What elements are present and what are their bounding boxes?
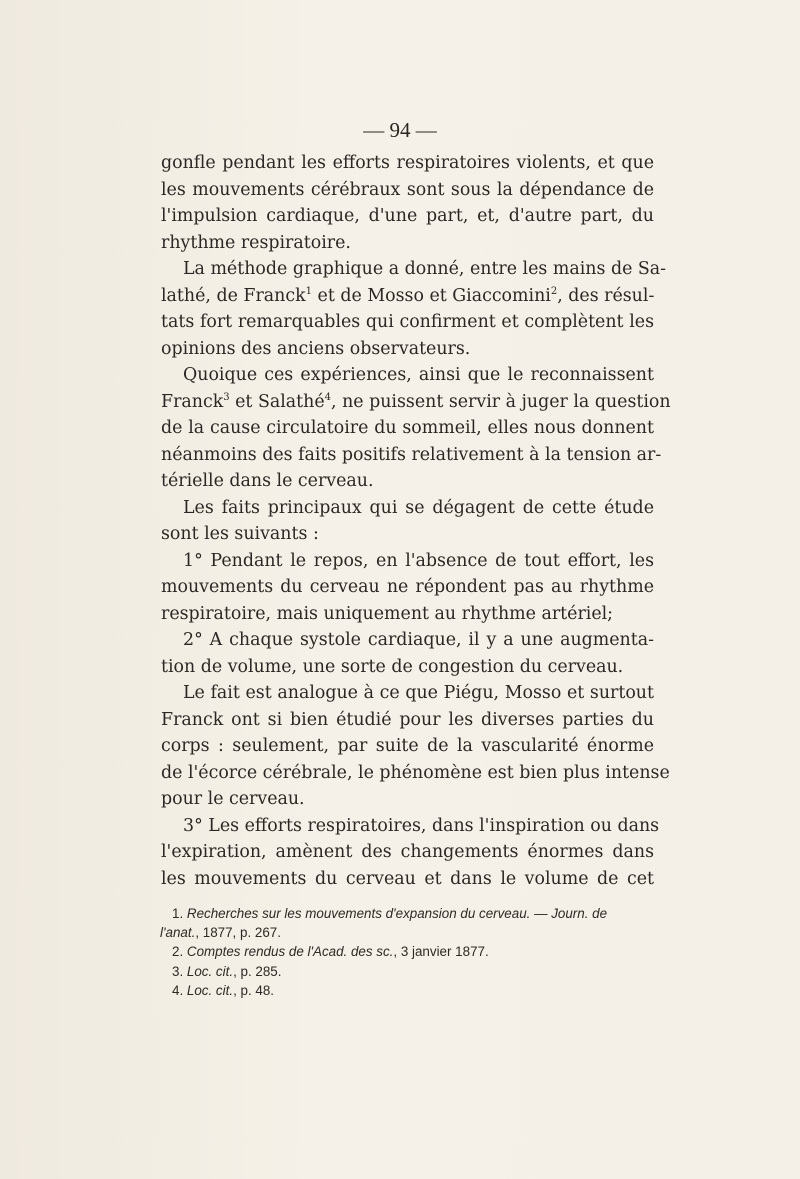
text-line: 2° A chaque systole cardiaque, il y a une augmenta-	[183, 630, 654, 650]
footnote-number: 2.	[172, 944, 184, 960]
footnote-number: 1.	[172, 906, 184, 921]
footnote-separator: —	[530, 906, 552, 921]
footnote-journal-cont: l'anat.	[160, 925, 196, 941]
text-line: opinions des anciens observateurs.	[161, 338, 471, 359]
text-line	[161, 283, 654, 310]
text-line: rhythme respiratoire.	[161, 232, 351, 253]
text-line: térielle dans le cerveau.	[161, 471, 374, 491]
footnote-continuation	[160, 923, 652, 942]
text-line: gonfle pendant les efforts respiratoires violents, et que	[161, 153, 654, 173]
footnotes	[160, 904, 652, 1000]
footnote-title: Loc. cit.	[186, 982, 234, 998]
text-line: de l'écorce cérébrale, le phénomène est bien plus intense	[161, 762, 670, 783]
text-line: tion de volume, une sorte de congestion du cerveau.	[161, 656, 624, 677]
text-line: Le fait est analogue à ce que Piégu, Mosso et surtout	[183, 683, 654, 703]
text-segment: lathé, de Franck	[161, 285, 306, 306]
text-line: 1° Pendant le repos, en l'absence de tout effort, les	[183, 550, 654, 571]
footnote-title: Recherches sur les mouvements d'expansion du cerveau.	[186, 906, 531, 921]
text-line	[161, 389, 671, 416]
footnote-title: Loc. cit.	[186, 963, 234, 979]
footnote-details: , p. 285.	[233, 963, 282, 979]
footnote-ref: 2	[550, 285, 558, 297]
text-line: corps : seulement, par suite de la vascularité énorme	[161, 736, 654, 756]
footnote-number: 3.	[172, 963, 184, 979]
text-line: Quoique ces expériences, ainsi que le reconnaissent	[183, 365, 654, 385]
text-line: tats fort remarquables qui confirment et complètent les	[161, 312, 654, 332]
text-line: de la cause circulatoire du sommeil, elles nous donnent	[161, 418, 654, 438]
footnote	[172, 962, 652, 981]
text-segment: Franck	[161, 391, 224, 412]
footnote-details: , p. 48.	[233, 982, 275, 998]
text-line: La méthode graphique a donné, entre les mains de Sa-	[183, 259, 667, 279]
text-segment: , ne puissent servir à juger la question	[331, 391, 671, 412]
footnote-ref: 1	[305, 285, 313, 297]
page-number: — 94 —	[363, 118, 437, 142]
footnote-details: , 3 janvier 1877.	[393, 944, 489, 960]
footnote-journal: Journ. de	[551, 906, 608, 921]
footnote-title: Comptes rendus de l'Acad. des sc.	[186, 944, 394, 960]
body-text	[161, 150, 671, 892]
text-line: 3° Les efforts respiratoires, dans l'inspiration ou dans	[183, 815, 660, 836]
text-segment: et de Mosso et Giaccomini	[312, 285, 551, 306]
footnote-ref: 3	[223, 391, 230, 403]
text-line: respiratoire, mais uniquement au rhythme artériel;	[161, 603, 614, 624]
footnote	[172, 942, 652, 961]
text-line: néanmoins des faits positifs relativement à la tension ar-	[161, 444, 662, 465]
text-segment: , des résul-	[557, 285, 655, 306]
footnote	[172, 904, 652, 923]
text-line: mouvements du cerveau ne répondent pas au rhythme	[161, 577, 654, 597]
footnote	[172, 981, 652, 1000]
text-segment: et Salathé	[229, 391, 325, 412]
text-line: les mouvements cérébraux sont sous la dépendance de	[161, 179, 654, 200]
text-line: l'impulsion cardiaque, d'une part, et, d'autre part, du	[161, 206, 654, 226]
footnote-details: , 1877, p. 267.	[195, 925, 281, 941]
text-line: sont les suivants :	[161, 524, 319, 544]
footnote-ref: 4	[324, 391, 332, 403]
footnote-number: 4.	[172, 982, 184, 998]
text-line: Les faits principaux qui se dégagent de cette étude	[183, 497, 654, 518]
text-line: Franck ont si bien étudié pour les diverses parties du	[161, 709, 654, 730]
text-line: pour le cerveau.	[161, 789, 305, 809]
text-line: l'expiration, amènent des changements énormes dans	[161, 842, 654, 862]
text-line: les mouvements du cerveau et dans le volume de cet	[161, 868, 654, 889]
